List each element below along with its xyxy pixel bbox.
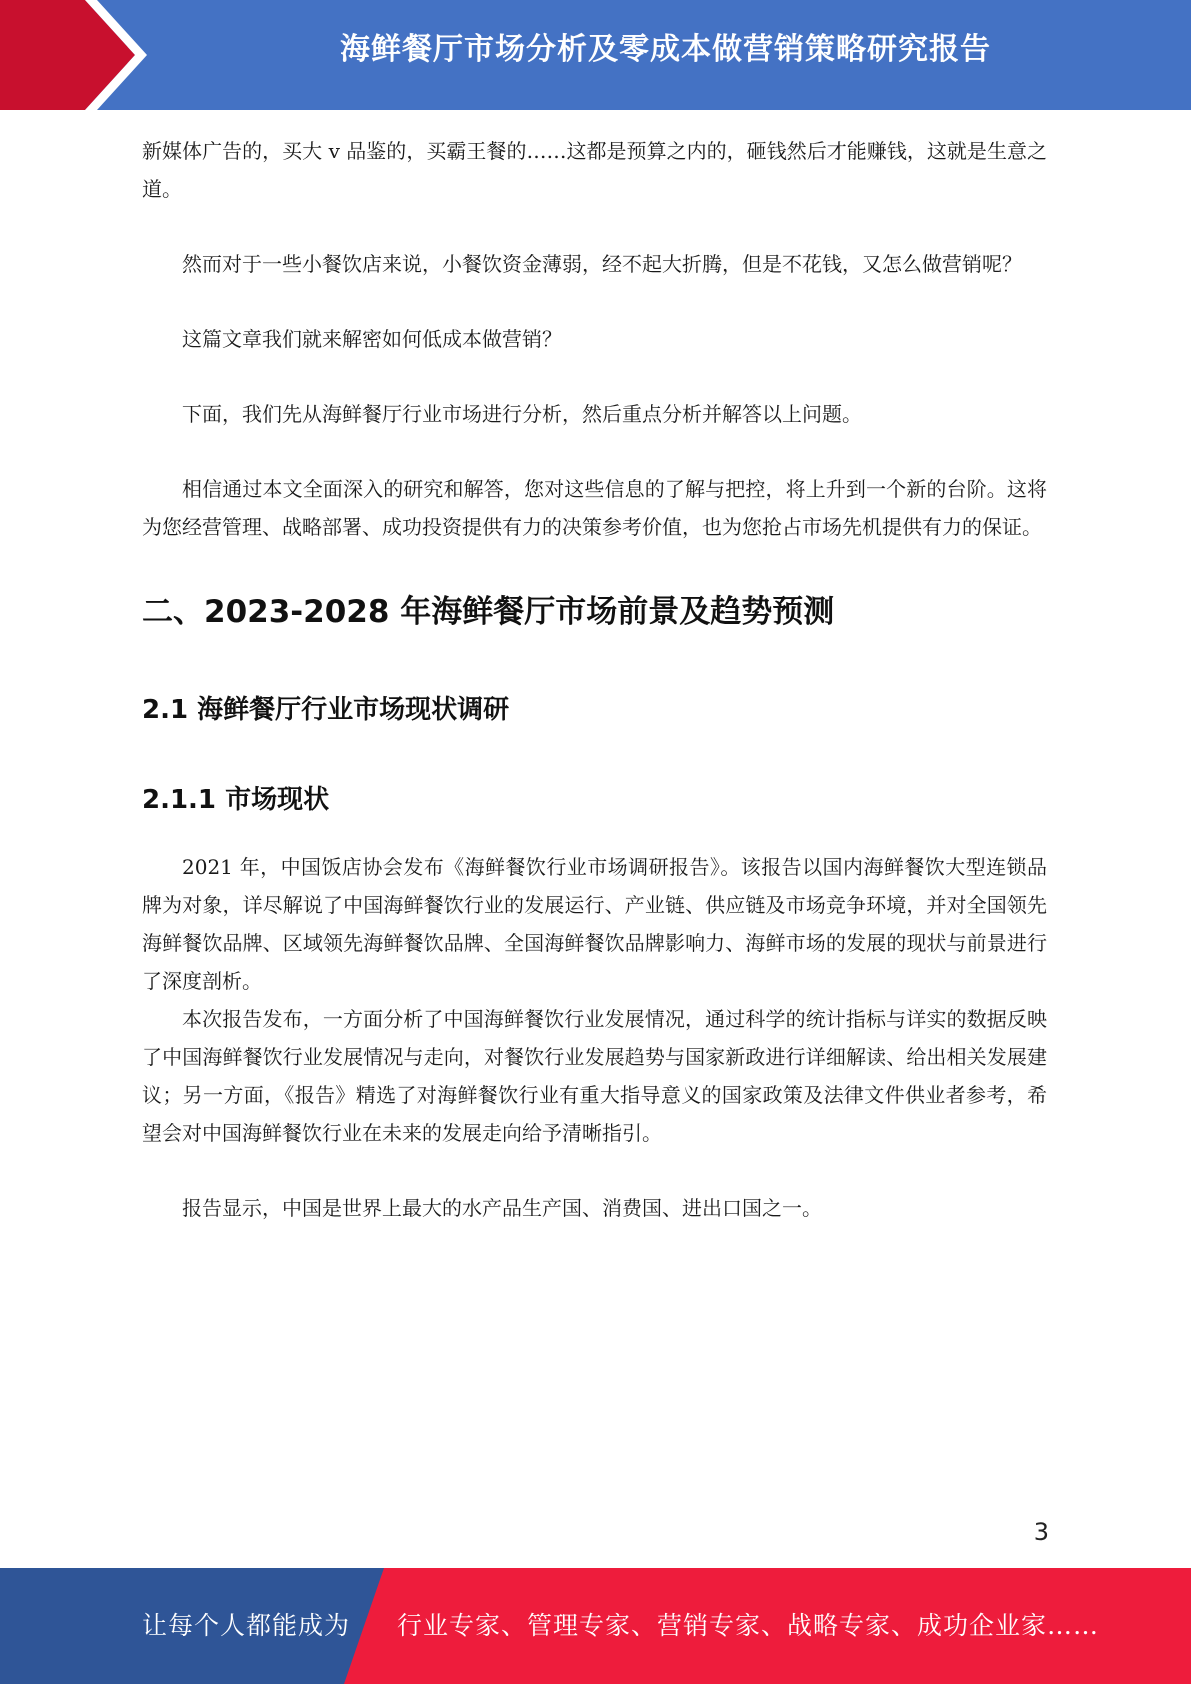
footer-slogan-right: 行业专家、管理专家、营销专家、战略专家、成功企业家…… — [397, 1611, 1100, 1640]
section-heading: 二、2023-2028 年海鲜餐厅市场前景及趋势预测 — [142, 594, 835, 630]
footer-slogan-left: 让每个人都能成为 — [142, 1611, 351, 1640]
paragraph: 这篇文章我们就来解密如何低成本做营销？ — [182, 327, 562, 351]
footer-banner — [0, 1568, 1191, 1684]
paragraph: 下面，我们先从海鲜餐厅行业市场进行分析，然后重点分析并解答以上问题。 — [182, 402, 862, 426]
document-body — [142, 132, 1047, 1227]
paragraph: 2021 年，中国饭店协会发布《海鲜餐饮行业市场调研报告》。该报告以国内海鲜餐饮大型连锁品牌为对象，详尽解说了中国海鲜餐饮行业的发展运行、产业链、供应链及市场竞争环境，并对全国领先海鲜餐饮品牌、区域领先海鲜餐饮品牌、全国海鲜餐饮品牌影响力、海鲜市场的发展的现状与前景进行了深度剖析。 — [142, 855, 1047, 993]
paragraph: 相信通过本文全面深入的研究和解答，您对这些信息的了解与把控，将上升到一个新的台阶。这将为您经营管理、战略部署、成功投资提供有力的决策参考价值，也为您抢占市场先机提供有力的保证。 — [142, 477, 1047, 539]
page-number: 3 — [1033, 1518, 1049, 1546]
paragraph: 新媒体广告的，买大 v 品鉴的，买霸王餐的……这都是预算之内的，砸钱然后才能赚钱，这就是生意之道。 — [142, 139, 1047, 201]
paragraph: 本次报告发布，一方面分析了中国海鲜餐饮行业发展情况，通过科学的统计指标与详实的数据反映了中国海鲜餐饮行业发展情况与走向，对餐饮行业发展趋势与国家新政进行详细解读、给出相关发展建议；另一方面，《报告》精选了对海鲜餐饮行业有重大指导意义的国家政策及法律文件供业者参考，希望会对中国海鲜餐饮行业在未来的发展走向给予清晰指引。 — [142, 1007, 1047, 1145]
header-banner — [0, 0, 1191, 110]
document-title: 海鲜餐厅市场分析及零成本做营销策略研究报告 — [340, 32, 991, 67]
subsection-heading: 2.1 海鲜餐厅行业市场现状调研 — [142, 695, 510, 725]
paragraph: 然而对于一些小餐饮店来说，小餐饮资金薄弱，经不起大折腾，但是不花钱，又怎么做营销呢？ — [182, 252, 1022, 276]
paragraph: 报告显示，中国是世界上最大的水产品生产国、消费国、进出口国之一。 — [182, 1196, 822, 1220]
header-arrow-decoration — [0, 0, 160, 110]
subsubsection-heading: 2.1.1 市场现状 — [142, 785, 330, 815]
